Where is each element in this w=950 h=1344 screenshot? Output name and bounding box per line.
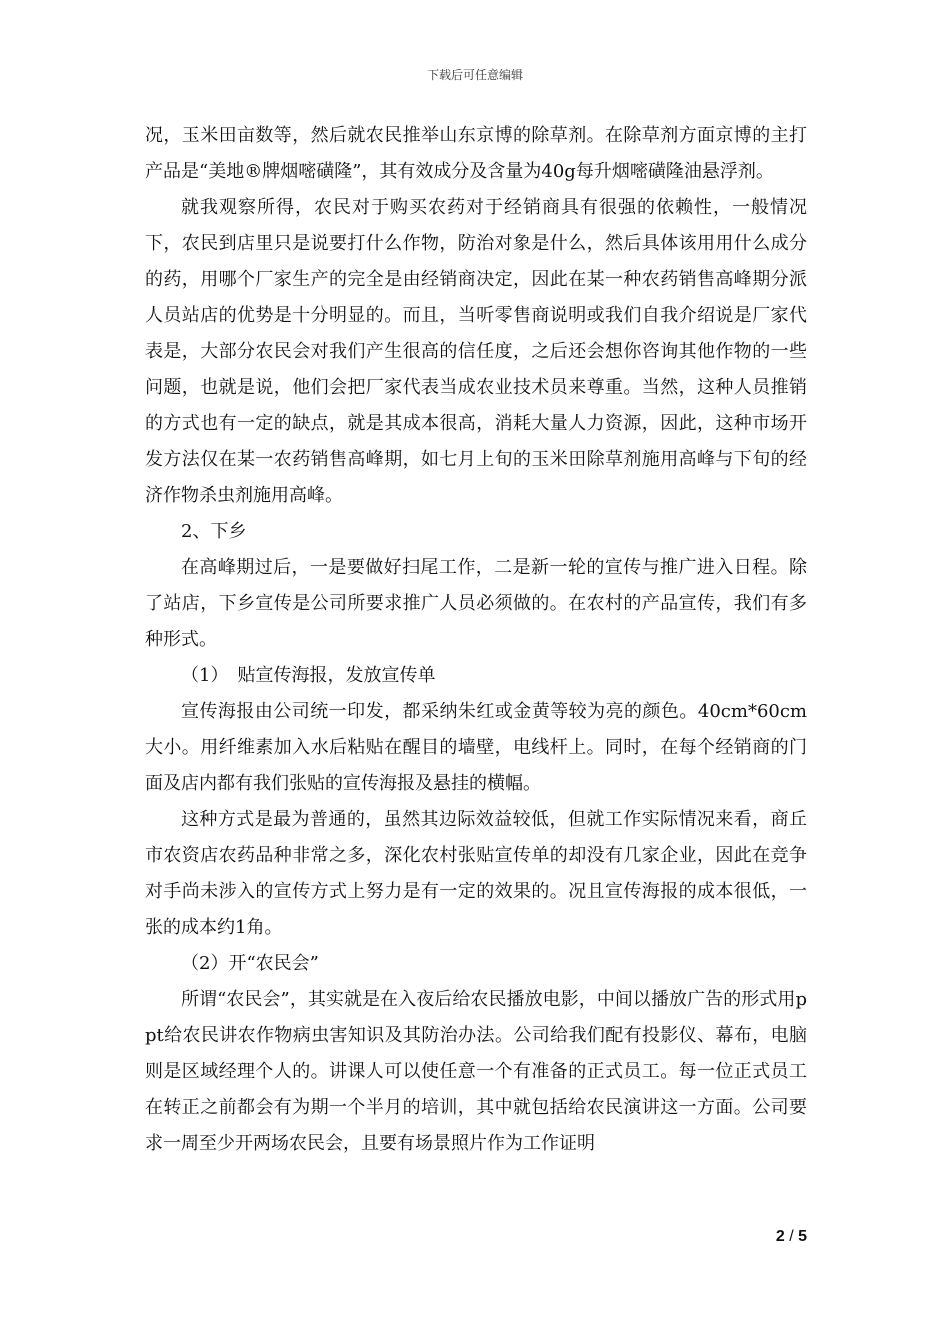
document-body xyxy=(145,118,807,1162)
section-heading-xiaxiang: 2、下乡 xyxy=(181,521,247,542)
subsection-heading-farmers-meeting: （2）开“农民会” xyxy=(181,953,319,974)
subsection-heading-posters: （1） 贴宣传海报，发放宣传单 xyxy=(181,665,436,686)
page-total: 5 xyxy=(798,1228,807,1245)
paragraph-3: 在高峰期过后，一是要做好扫尾工作，二是新一轮的宣传与推广进入日程。除了站店，下乡宣传是公司所要求推广人员必须做的。在农村的产品宣传，我们有多种形式。 xyxy=(145,557,807,650)
page-separator: / xyxy=(789,1228,794,1245)
paragraph-5: 这种方式是最为普通的，虽然其边际效益较低，但就工作实际情况来看，商丘市农资店农药品种非常之多，深化农村张贴宣传单的却没有几家企业，因此在竞争对手尚未涉入的宣传方式上努力是有一定的效果的。况且宣传海报的成本很低，一张的成本约1角。 xyxy=(145,809,807,938)
page-number xyxy=(776,1228,807,1246)
paragraph-1: 况，玉米田亩数等，然后就农民推举山东京博的除草剂。在除草剂方面京博的主打产品是“美地®牌烟嘧磺隆”，其有效成分及含量为40g每升烟嘧磺隆油悬浮剂。 xyxy=(145,125,807,182)
page-header: 下载后可任意编辑 xyxy=(426,68,523,82)
paragraph-4: 宣传海报由公司统一印发，都采纳朱红或金黄等较为亮的颜色。40cm*60cm大小。用纤维素加入水后粘贴在醒目的墙壁，电线杆上。同时，在每个经销商的门面及店内都有我们张贴的宣传海报及悬挂的横幅。 xyxy=(145,701,807,794)
paragraph-6: 所谓“农民会”，其实就是在入夜后给农民播放电影，中间以播放广告的形式用ppt给农民讲农作物病虫害知识及其防治办法。公司给我们配有投影仪、幕布，电脑则是区域经理个人的。讲课人可以使任意一个有准备的正式员工。每一位正式员工在转正之前都会有为期一个半月的培训，其中就包括给农民演讲这一方面。公司要求一周至少开两场农民会，且要有场景照片作为工作证明 xyxy=(145,989,807,1154)
page-current: 2 xyxy=(775,1228,785,1245)
paragraph-2: 就我观察所得，农民对于购买农药对于经销商具有很强的依赖性，一般情况下，农民到店里只是说要打什么作物，防治对象是什么，然后具体该用用什么成分的药，用哪个厂家生产的完全是由经销商决定，因此在某一种农药销售高峰期分派人员站店的优势是十分明显的。而且，当听零售商说明或我们自我介绍说是厂家代表是，大部分农民会对我们产生很高的信任度，之后还会想你咨询其他作物的一些问题，也就是说，他们会把厂家代表当成农业技术员来尊重。当然，这种人员推销的方式也有一定的缺点，就是其成本很高，消耗大量人力资源，因此，这种市场开发方法仅在某一农药销售高峰期，如七月上旬的玉米田除草剂施用高峰与下旬的经济作物杀虫剂施用高峰。 xyxy=(145,197,807,506)
